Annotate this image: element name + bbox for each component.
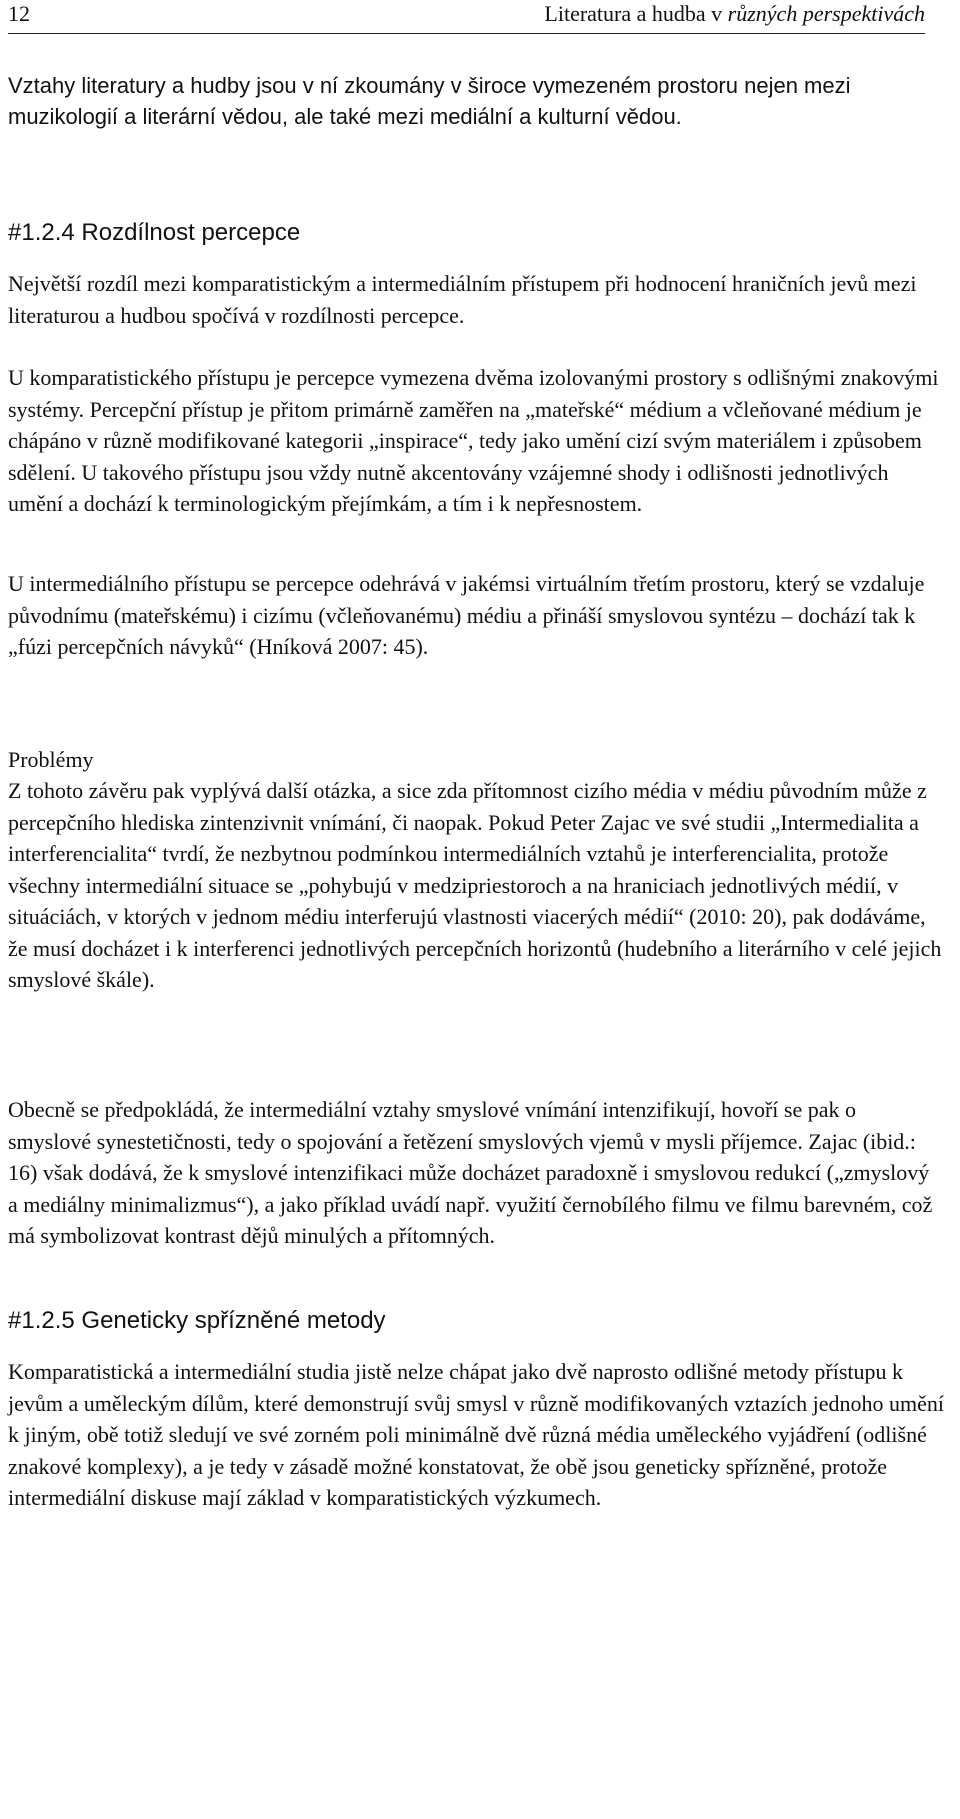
section-1-2-4-paragraph-1: Největší rozdíl mezi komparatistickým a intermediálním přístupem při hodnocení hraničních jevů mezi literaturou a hudbou spočívá v rozdílnosti percepce. [8,271,917,328]
problems-paragraph-2: Obecně se předpokládá, že intermediální vztahy smyslové vnímání intenzifikují, hovoří se pak o smyslové synestetičnosti, tedy o spojování a řetězení smyslových vjemů v mysli příjemce. Zajac (ibid.: 16) však dodává, že k smyslové intenzifikaci může docházet paradoxně i smyslovou redukcí („zmyslový a mediálny minimalizmus“), a jako příklad uvádí např. využití černobílého filmu ve filmu barevném, což má symbolizovat kontrast dějů minulých a přítomných. [8,1097,933,1248]
section-1-2-5-paragraph-1: Komparatistická a intermediální studia jistě nelze chápat jako dvě naprosto odlišné metody přístupu k jevům a uměleckým dílům, které demonstrují svůj smysl v různě modifikovaných vztazích jednoho umění k jiným, obě totiž sledují ve své zorném poli minimálně dvě různá média uměleckého vyjádření (odlišné znakové komplexy), a je tedy v zásadě možné konstatovat, že obě jsou geneticky spřízněné, protože intermediální diskuse mají základ v komparatistických výzkumech. [8,1359,945,1510]
section-heading-1-2-5: #1.2.5 Geneticky spřízněné metody [8,1307,386,1334]
section-1-2-4-paragraph-2: U komparatistického přístupu je percepce vymezena dvěma izolovanými prostory s odlišnými znakovými systémy. Percepční přístup je přitom primárně zaměřen na „mateřské“ médium a včleňované médium je chápáno v různě modifikované kategorii „inspirace“, tedy jako umění cizí svým materiálem i způsobem sdělení. U takového přístupu jsou vždy nutně akcentovány vzájemné shody i odlišnosti jednotlivých umění a dochází k terminologickým přejímkám, a tím i k nepřesnostem. [8,365,939,516]
running-title [544,0,925,28]
section-heading-1-2-4: #1.2.4 Rozdílnost percepce [8,219,301,246]
problems-heading: Problémy [8,747,94,772]
problems-paragraph-1: Z tohoto závěru pak vyplývá další otázka, a sice zda přítomnost cizího média v médiu původním může z percepčního hlediska zintenzivnit vnímání, či naopak. Pokud Peter Zajac ve své studii „Intermedialita a interferencialita“ tvrdí, že nezbytnou podmínkou intermediálních vztahů je interferencialita, protože všechny intermediální situace se „pohybujú v medzipriestoroch a na hraniciach jednotlivých médií, v situáciách, v ktorých v jednom médiu interferujú vlastnosti viacerých médií“ (2010: 20), pak dodáváme, že musí docházet i k interferenci jednotlivých percepčních horizontů (hudebního a literárního v celé jejich smyslové škále). [8,778,942,992]
section-1-2-4-paragraph-3: U intermediálního přístupu se percepce odehrává v jakémsi virtuálním třetím prostoru, který se vzdaluje původnímu (mateřskému) i cizímu (včleňovanému) médiu a přináší smyslovou syntézu – dochází tak k „fúzi percepčních návyků“ (Hníková 2007: 45). [8,571,925,659]
intro-paragraph: Vztahy literatury a hudby jsou v ní zkoumány v široce vymezeném prostoru nejen mezi muzikologií a literární vědou, ale také mezi mediální a kulturní vědou. [8,73,851,129]
page-number: 12 [8,1,30,26]
running-title-prefix: Literatura a hudba v [544,1,728,26]
running-title-italic: různých perspektivách [727,1,925,26]
running-header [8,0,925,34]
